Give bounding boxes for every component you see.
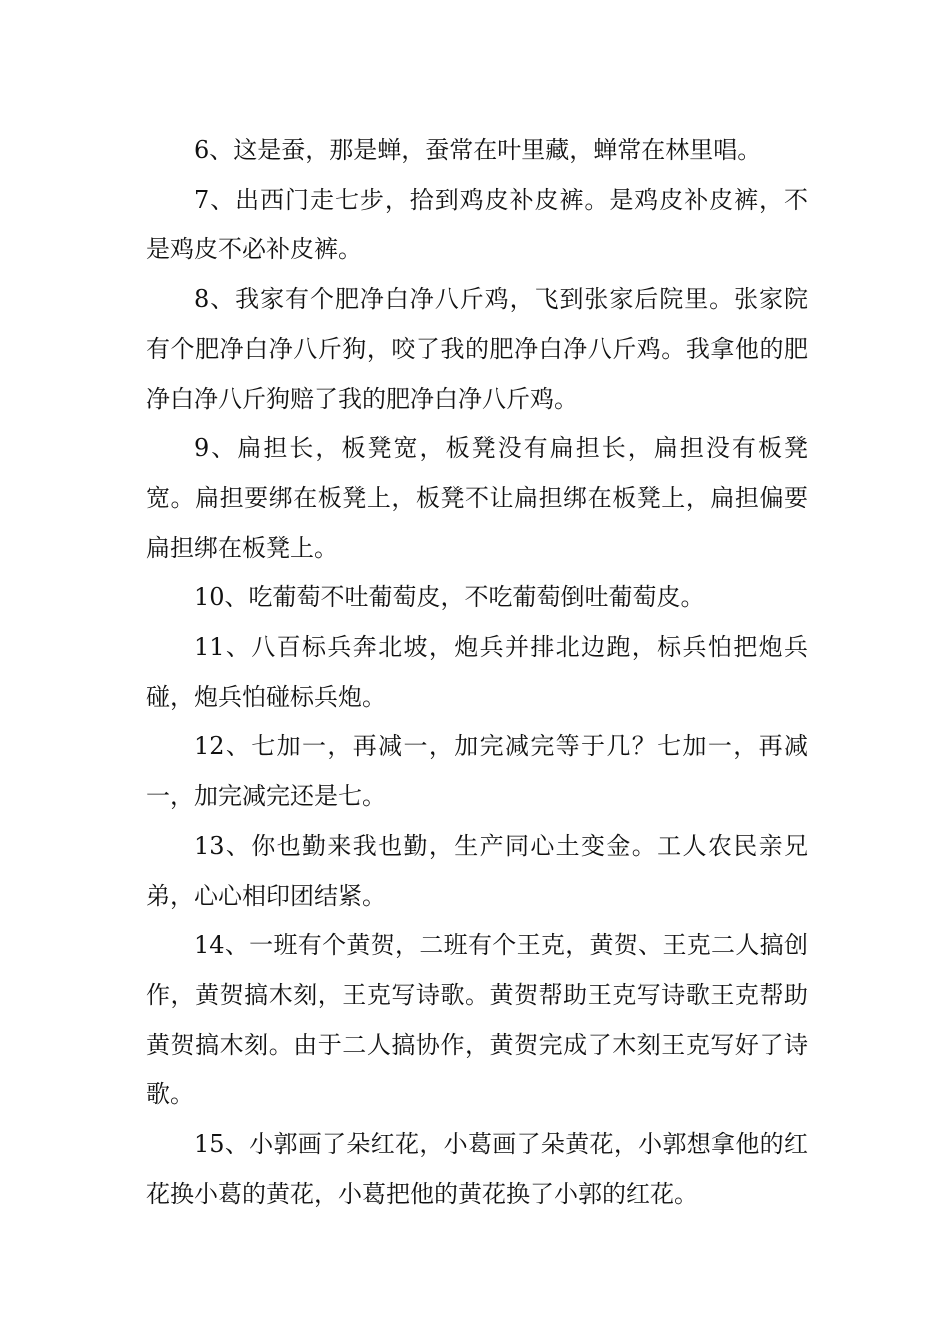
paragraph-15: 15、小郭画了朵红花，小葛画了朵黄花，小郭想拿他的红花换小葛的黄花，小葛把他的黄花换了小郭的红花。 — [146, 1130, 808, 1208]
paragraph-6: 6、这是蚕，那是蝉，蚕常在叶里藏，蝉常在林里唱。 — [194, 136, 762, 164]
paragraph-12: 12、七加一，再减一，加完减完等于几？七加一，再减一，加完减完还是七。 — [146, 732, 808, 811]
paragraph-10: 10、吃葡萄不吐葡萄皮，不吃葡萄倒吐葡萄皮。 — [194, 583, 705, 612]
paragraph-9: 9、扁担长，板凳宽，板凳没有扁担长，扁担没有板凳宽。扁担要绑在板凳上，板凳不让扁担绑在板凳上，扁担偏要扁担绑在板凳上。 — [146, 434, 808, 562]
document-body — [146, 126, 808, 1219]
paragraph-13: 13、你也勤来我也勤，生产同心土变金。工人农民亲兄弟，心心相印团结紧。 — [146, 831, 808, 910]
paragraph-7: 7、出西门走七步，拾到鸡皮补皮裤。是鸡皮补皮裤，不是鸡皮不必补皮裤。 — [146, 185, 808, 264]
paragraph-14: 14、一班有个黄贺，二班有个王克，黄贺、王克二人搞创作，黄贺搞木刻，王克写诗歌。黄贺帮助王克写诗歌王克帮助黄贺搞木刻。由于二人搞协作，黄贺完成了木刻王克写好了诗歌。 — [146, 931, 808, 1109]
paragraph-8: 8、我家有个肥净白净八斤鸡，飞到张家后院里。张家院有个肥净白净八斤狗，咬了我的肥净白净八斤鸡。我拿他的肥净白净八斤狗赔了我的肥净白净八斤鸡。 — [146, 285, 808, 413]
paragraph-11: 11、八百标兵奔北坡，炮兵并排北边跑，标兵怕把炮兵碰，炮兵怕碰标兵炮。 — [146, 633, 808, 711]
